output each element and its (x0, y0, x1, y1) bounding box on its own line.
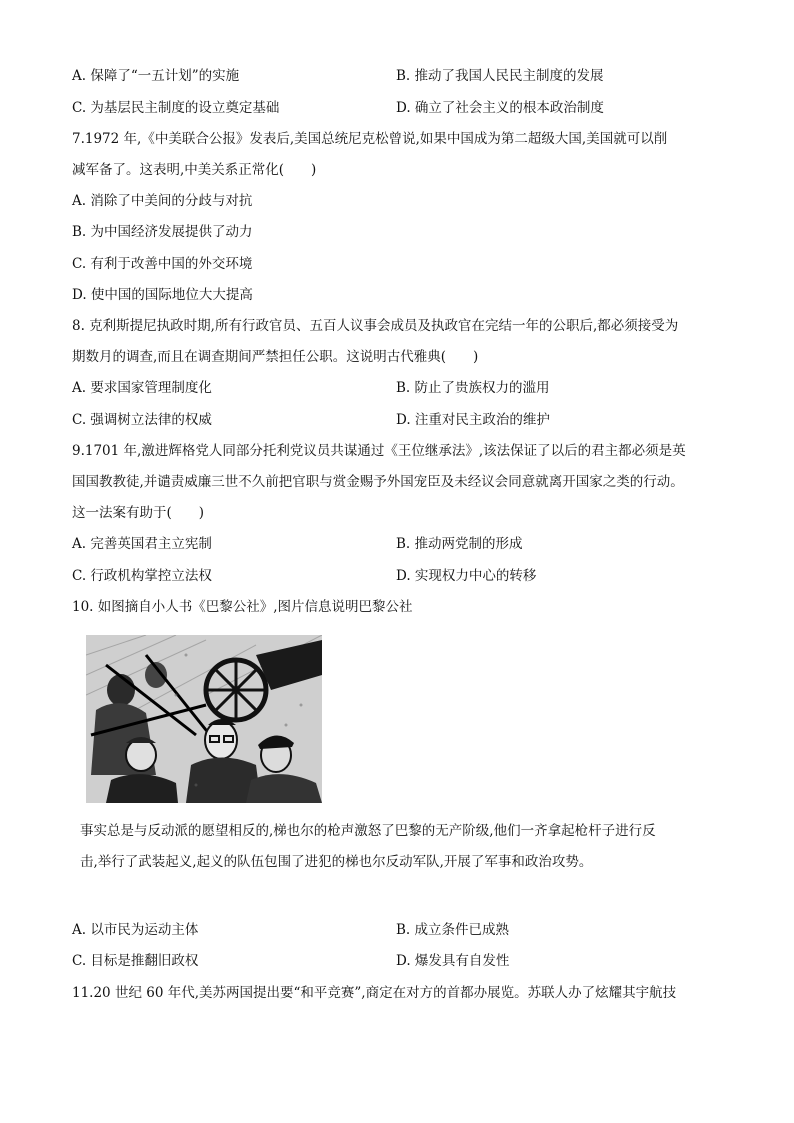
q7-stem-line2: 减军备了。这表明,中美关系正常化( ) (72, 162, 317, 178)
q10-caption-line1: 事实总是与反动派的愿望相反的,梯也尔的枪声激怒了巴黎的无产阶级,他们一齐拿起枪杆子进行反 (80, 823, 656, 839)
q8-option-b: B. 防止了贵族权力的滥用 (396, 380, 550, 396)
q9-option-c: C. 行政机构掌控立法权 (72, 568, 212, 584)
q8-option-d: D. 注重对民主政治的维护 (396, 412, 550, 428)
q7-option-d: D. 使中国的国际地位大大提高 (72, 287, 253, 303)
q7-option-a: A. 消除了中美间的分歧与对抗 (72, 193, 253, 209)
q8-stem-line1: 8. 克利斯提尼执政时期,所有行政官员、五百人议事会成员及执政官在完结一年的公职后,都必须接受为 (72, 318, 679, 334)
q6-option-c: C. 为基层民主制度的设立奠定基础 (72, 100, 280, 116)
q9-option-a: A. 完善英国君主立宪制 (72, 536, 212, 552)
q9-option-b: B. 推动两党制的形成 (396, 536, 523, 552)
q10-option-a: A. 以市民为运动主体 (72, 922, 199, 938)
q10-caption-line2: 击,举行了武装起义,起义的队伍包围了进犯的梯也尔反动军队,开展了军事和政治攻势。 (80, 854, 593, 870)
q9-stem-line3: 这一法案有助于( ) (72, 505, 205, 521)
q10-option-b: B. 成立条件已成熟 (396, 922, 510, 938)
q9-stem-line2: 国国教教徒,并谴责威廉三世不久前把官职与赏金赐予外国宠臣及未经议会同意就离开国家之类的行动。 (72, 474, 684, 490)
q7-option-c: C. 有利于改善中国的外交环境 (72, 256, 253, 272)
q6-option-d: D. 确立了社会主义的根本政治制度 (396, 100, 604, 116)
q6-option-b: B. 推动了我国人民民主制度的发展 (396, 68, 604, 84)
q10-option-c: C. 目标是推翻旧政权 (72, 953, 199, 969)
q8-option-c: C. 强调树立法律的权威 (72, 412, 212, 428)
paris-commune-illustration (86, 635, 322, 803)
q10-option-d: D. 爆发具有自发性 (396, 953, 510, 969)
q6-option-a: A. 保障了“一五计划”的实施 (72, 68, 240, 84)
q8-option-a: A. 要求国家管理制度化 (72, 380, 212, 396)
q10-stem: 10. 如图摘自小人书《巴黎公社》,图片信息说明巴黎公社 (72, 599, 413, 615)
q7-stem-line1: 7.1972 年,《中美联合公报》发表后,美国总统尼克松曾说,如果中国成为第二超级大国,美国就可以削 (72, 131, 668, 147)
q9-stem-line1: 9.1701 年,激进辉格党人同部分托利党议员共谋通过《王位继承法》,该法保证了以后的君主都必须是英 (72, 443, 686, 459)
q11-stem-line1: 11.20 世纪 60 年代,美苏两国提出要“和平竞赛”,商定在对方的首都办展览。苏联人办了炫耀其宇航技 (72, 985, 677, 1001)
q7-option-b: B. 为中国经济发展提供了动力 (72, 224, 253, 240)
q8-stem-line2: 期数月的调查,而且在调查期间严禁担任公职。这说明古代雅典( ) (72, 349, 479, 365)
q9-option-d: D. 实现权力中心的转移 (396, 568, 537, 584)
